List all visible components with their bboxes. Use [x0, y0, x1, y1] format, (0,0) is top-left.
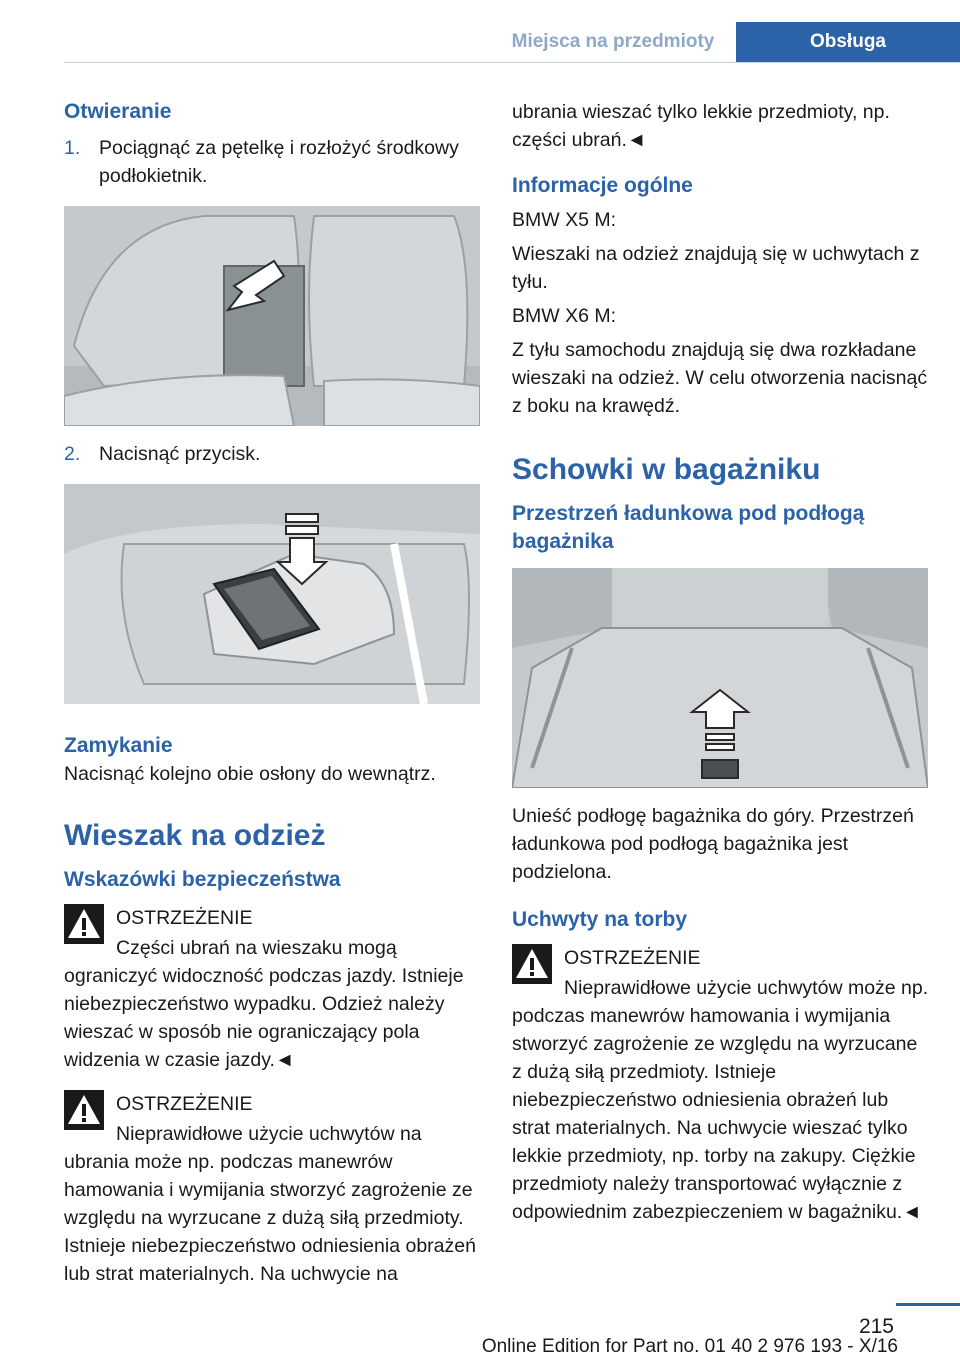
open-heading: Otwieranie	[64, 100, 172, 123]
bag-hooks-heading: Uchwyty na torby	[512, 908, 688, 931]
underfloor-heading: Przestrzeń ładunkowa pod podłogą bagażnika	[512, 502, 865, 553]
warning-triangle-icon	[512, 944, 552, 984]
armrest-illustration	[64, 206, 480, 426]
continued-text: ubrania wieszać tylko lekkie przedmioty, np. części ubrań.◄	[512, 101, 890, 151]
warning-2	[64, 1090, 482, 1288]
warning-triangle-icon	[64, 904, 104, 944]
footer-edition: Online Edition for Part no. 01 40 2 976 193 - X/16	[481, 1336, 898, 1357]
warning-2-title: OSTRZEŻENIE	[116, 1093, 253, 1115]
safety-heading: Wskazówki bezpieczeństwa	[64, 868, 341, 891]
step-2-number: 2.	[64, 443, 81, 465]
x5-label: BMW X5 M:	[512, 209, 617, 231]
x6-text: Z tyłu samochodu znajdują się dwa rozkładane wieszaki na odzież. W celu otworzenia nacisnąć z boku na krawędź.	[512, 339, 928, 417]
step-1-text: Pociągnąć za pętelkę i rozłożyć środkowy podłokietnik.	[99, 137, 459, 187]
warning-1-title: OSTRZEŻENIE	[116, 907, 253, 929]
left-column	[64, 98, 482, 1288]
header-rule	[64, 62, 960, 63]
step-2-text: Nacisnąć przycisk.	[99, 443, 261, 465]
warning-2-text: Nieprawidłowe użycie uchwytów na ubrania może np. podczas manewrów hamowania i wymijania stworzyć zagrożenie ze względu na wyrzucane z dużą siłą przedmioty. Istnieje niebezpieczeństwo odniesienia obrażeń lub strat materialnych. Na uchwycie na	[64, 1123, 476, 1285]
cargo-floor-illustration	[512, 568, 928, 788]
header-chapter-tab: Obsługa	[736, 22, 960, 62]
step-1	[64, 134, 482, 190]
step-2	[64, 440, 482, 468]
step-1-number: 1.	[64, 137, 81, 159]
underfloor-text: Unieść podłogę bagażnika do góry. Przestrzeń ładunkowa pod podłogą bagażnika jest podzielona.	[512, 805, 914, 883]
warning-3	[512, 944, 930, 1226]
x5-text: Wieszaki na odzież znajdują się w uchwytach z tyłu.	[512, 243, 920, 293]
x6-label: BMW X6 M:	[512, 305, 617, 327]
close-text: Nacisnąć kolejno obie osłony do wewnątrz.	[64, 763, 436, 785]
warning-3-title: OSTRZEŻENIE	[564, 947, 701, 969]
warning-triangle-icon	[64, 1090, 104, 1130]
footer-accent-line	[896, 1303, 960, 1306]
right-column	[512, 98, 930, 1226]
coat-hook-heading: Wieszak na odzież	[64, 819, 326, 852]
close-heading: Zamykanie	[64, 734, 173, 757]
general-info-heading: Informacje ogólne	[512, 174, 693, 197]
button-illustration	[64, 484, 480, 704]
warning-3-text: Nieprawidłowe użycie uchwytów może np. podczas manewrów hamowania i wymijania stworzyć zagrożenie ze względu na wyrzucane z dużą siłą przedmioty. Istnieje niebezpieczeństwo odniesienia obrażeń lub strat materialnych. Na uchwycie wieszać tylko lekkie przedmioty, np. torby na zakupy. Ciężkie przedmioty należy transportować wyłącznie z odpowiednim zabezpieczeniem w bagażniku.◄	[512, 977, 929, 1223]
warning-1-text: Części ubrań na wieszaku mogą ograniczyć widoczność podczas jazdy. Istnieje niebezpieczeństwo wypadku. Odzież należy wieszać w sposób nie ograniczający pola widzenia w czasie jazdy.◄	[64, 937, 464, 1071]
header-section: Miejsca na przedmioty	[511, 31, 715, 52]
trunk-storage-heading: Schowki w bagażniku	[512, 453, 821, 486]
page-number: 215	[858, 1315, 894, 1338]
warning-1	[64, 904, 482, 1074]
